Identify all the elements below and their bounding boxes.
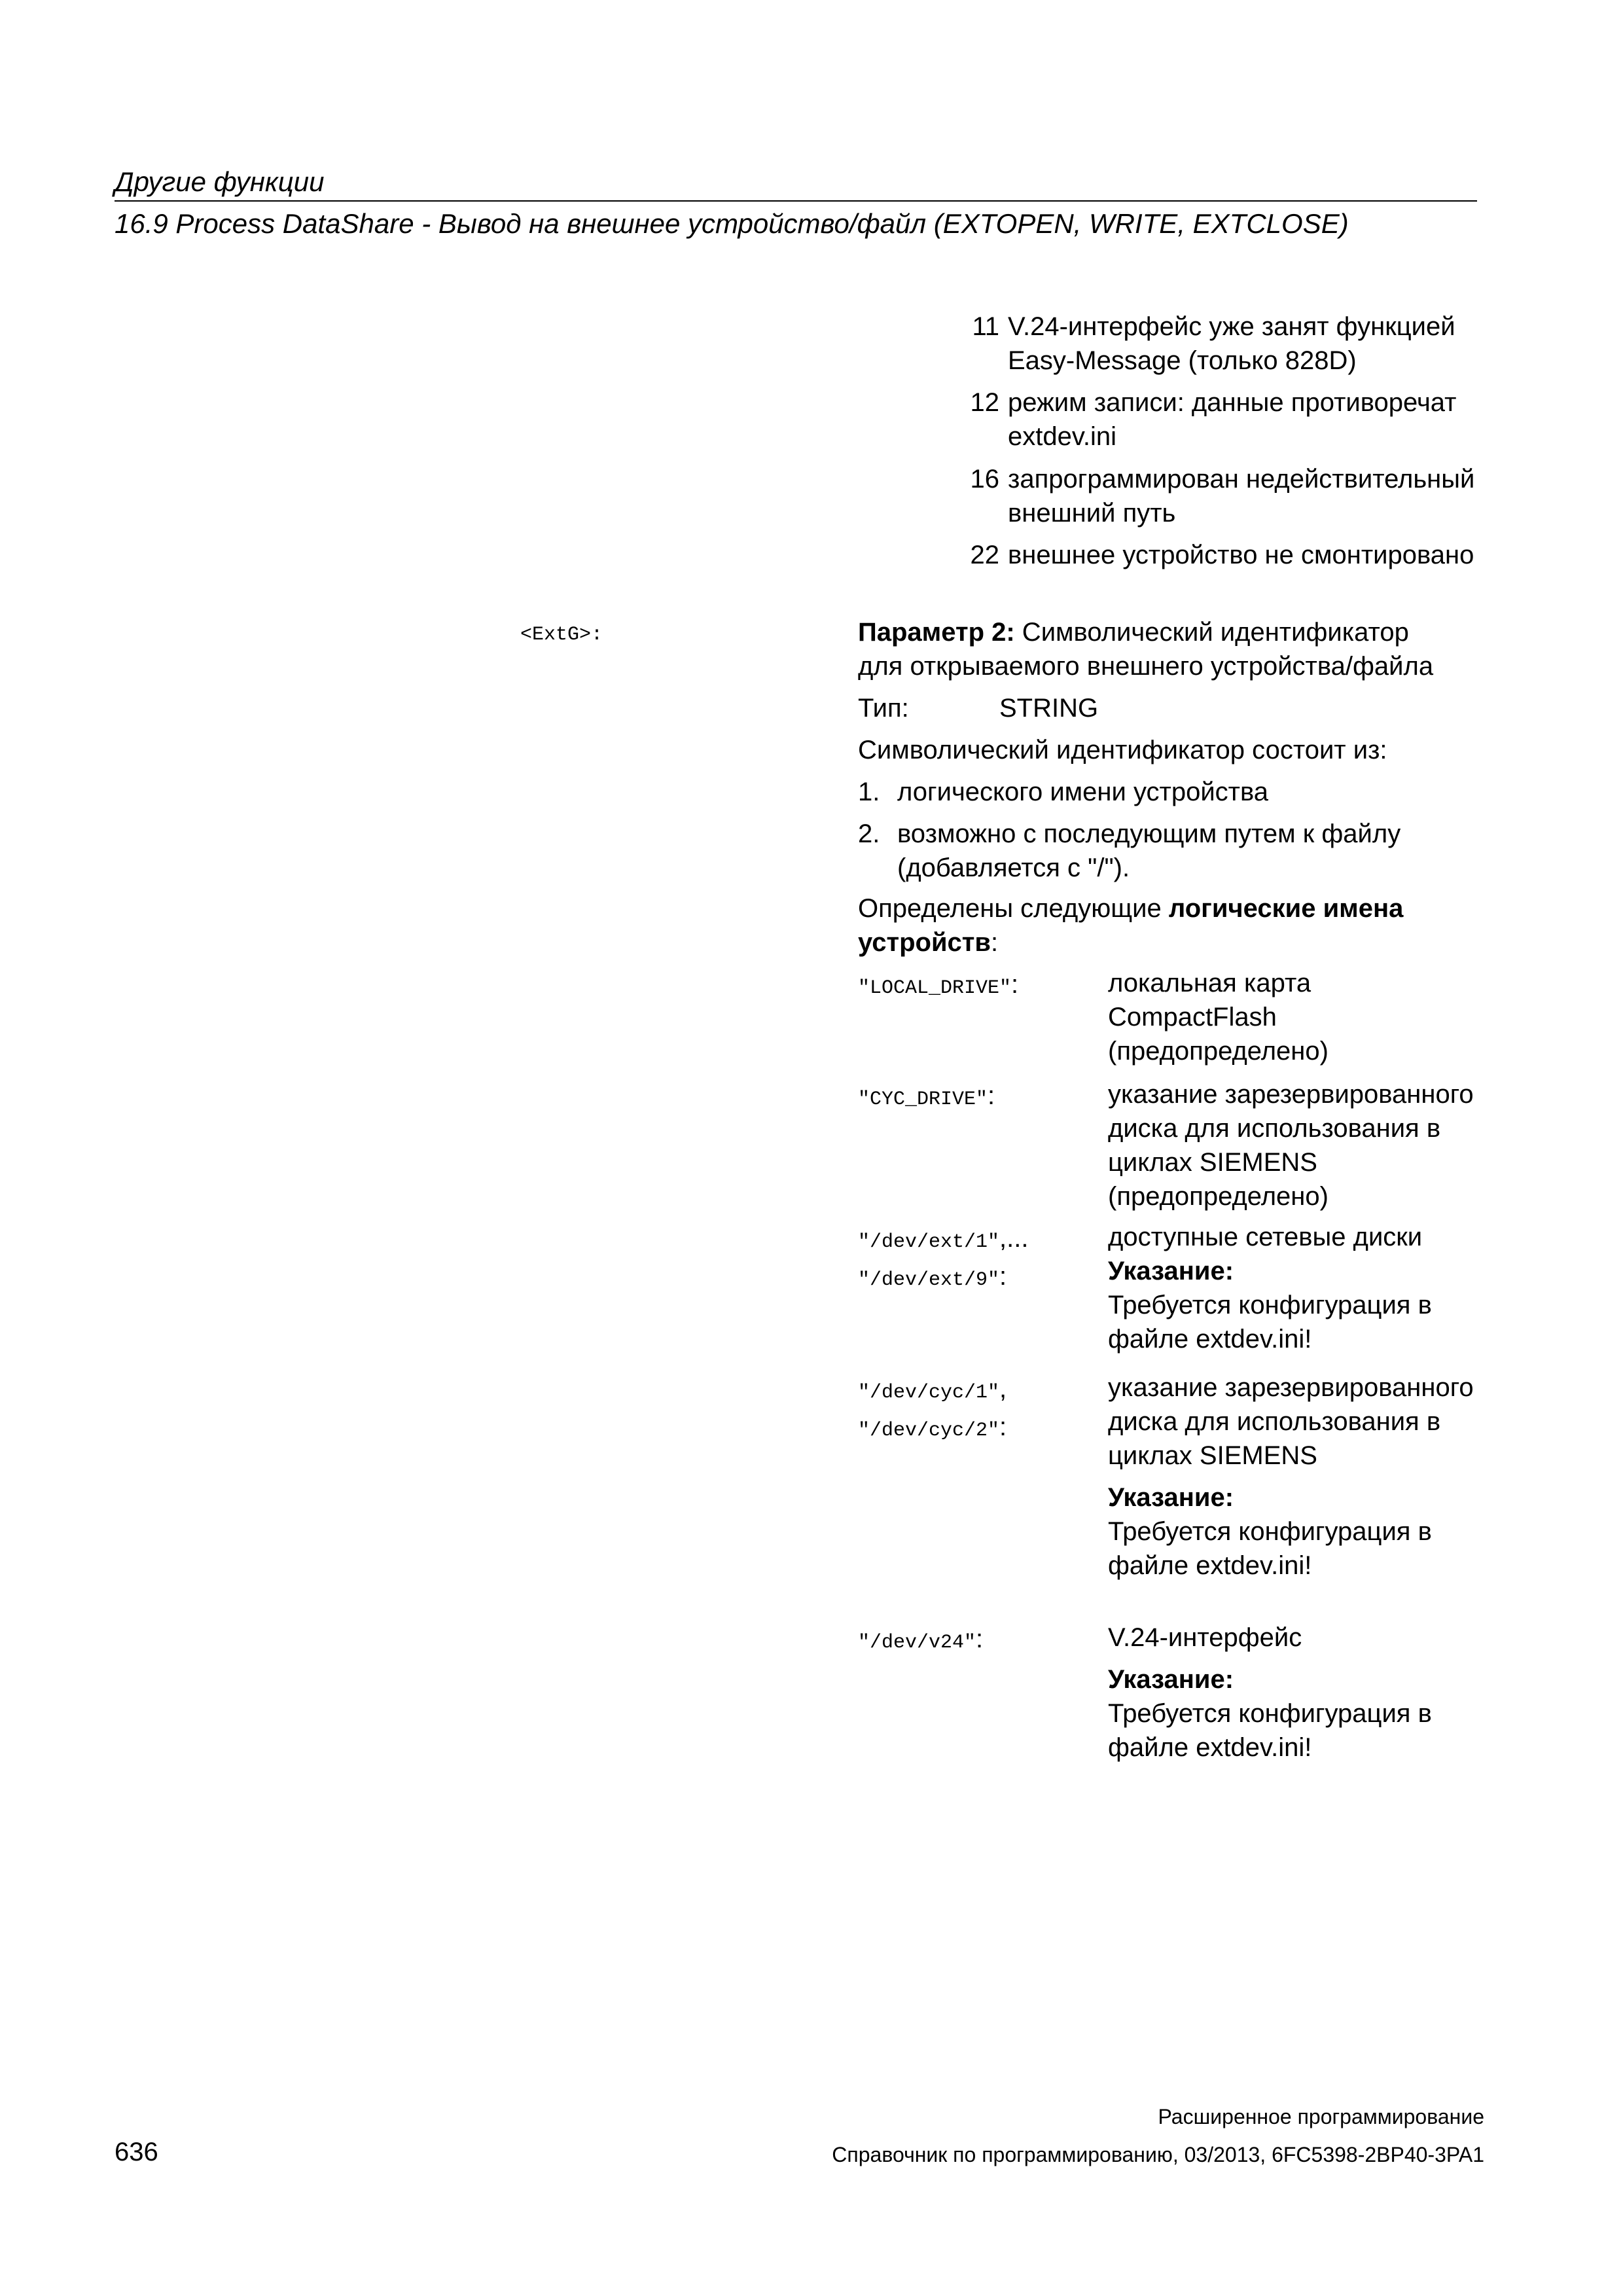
device-description — [1108, 1621, 1474, 1765]
section-title: 16.9 Process DataShare - Вывод на внешнее устройство/файл (EXTOPEN, WRITE, EXTCLOSE) — [115, 208, 1349, 239]
type-label: Тип: — [858, 694, 909, 723]
defined-suffix: : — [990, 928, 999, 957]
error-code-text: внешнее устройство не смонтировано — [1008, 541, 1474, 569]
device-name-sep: ,... — [999, 1224, 1029, 1253]
error-code-text: запрограммирован недействительный внешний путь — [1008, 465, 1475, 528]
device-desc-text: указание зарезервированного диска для использования в циклах SIEMENS — [1108, 1373, 1474, 1470]
footer-title: Расширенное программирование — [1158, 2105, 1484, 2128]
note-text: Требуется конфигурация в файле extdev.ini! — [1108, 1699, 1432, 1762]
device-description — [1108, 1220, 1474, 1356]
footer-reference: Справочник по программированию, 03/2013, 6FC5398-2BP40-3PA1 — [832, 2143, 1484, 2166]
device-name — [858, 967, 1107, 1005]
error-code-text: V.24-интерфейс уже занят функцией Easy-Message (только 828D) — [1008, 312, 1455, 375]
device-name-sep: : — [999, 1262, 1007, 1291]
parameter-name: <ExtG>: — [520, 624, 603, 646]
device-name-sep: , — [999, 1374, 1007, 1403]
device-name-sep: : — [999, 1412, 1007, 1441]
device-name-text: "/dev/cyc/1" — [858, 1382, 1000, 1404]
device-desc-text: доступные сетевые диски — [1108, 1223, 1423, 1251]
defined-bold-1: логические имена — [1168, 894, 1404, 923]
error-code-text: режим записи: данные противоречат extdev.ini — [1008, 388, 1457, 451]
note-label: Указание: — [1108, 1257, 1234, 1285]
note-text: Требуется конфигурация в файле extdev.ini! — [1108, 1291, 1432, 1354]
defined-prefix: Определены следующие — [858, 894, 1169, 923]
device-description: указание зарезервированного диска для использования в циклах SIEMENS (предопределено) — [1108, 1080, 1474, 1211]
list-item-number: 1. — [858, 778, 880, 806]
error-code-number: 16 — [970, 465, 999, 493]
list-item-number: 2. — [858, 819, 880, 848]
device-name-text: "CYC_DRIVE" — [858, 1088, 988, 1111]
device-name — [858, 1372, 1107, 1448]
defined-names-intro — [858, 891, 1499, 960]
list-item-text: возможно с последующим путем к файлу (добавляется с "/"). — [897, 819, 1401, 882]
note-label: Указание: — [1108, 1665, 1234, 1694]
device-name-sep: : — [1011, 970, 1019, 999]
composition-text: Символический идентификатор состоит из: — [858, 736, 1387, 764]
device-name — [858, 1221, 1107, 1297]
parameter-label: Параметр 2: — [858, 618, 1015, 647]
type-value: STRING — [999, 694, 1099, 723]
device-description — [1108, 1371, 1474, 1583]
device-name-text: "/dev/cyc/2" — [858, 1420, 1000, 1442]
note-label: Указание: — [1108, 1483, 1234, 1512]
device-name-text: "/dev/ext/9" — [858, 1269, 1000, 1291]
device-description: локальная карта CompactFlash (предопределено) — [1108, 969, 1329, 1066]
parameter-desc-line2: для открываемого внешнего устройства/файла — [858, 652, 1434, 681]
device-name — [858, 1079, 1107, 1117]
parameter-description — [858, 615, 1499, 683]
header-rule — [115, 200, 1477, 202]
list-item-text: логического имени устройства — [897, 778, 1269, 806]
error-code-number: 22 — [970, 541, 999, 569]
device-name-text: "LOCAL_DRIVE" — [858, 977, 1012, 999]
error-code-number: 12 — [970, 388, 999, 417]
parameter-desc-line1: Символический идентификатор — [1014, 618, 1409, 647]
device-name-text: "/dev/ext/1" — [858, 1231, 1000, 1253]
device-name — [858, 1622, 1107, 1660]
chapter-title: Другие функции — [115, 166, 325, 197]
error-code-number: 11 — [972, 312, 999, 341]
note-text: Требуется конфигурация в файле extdev.ini! — [1108, 1517, 1432, 1580]
defined-bold-2: устройств — [858, 928, 991, 957]
page-number: 636 — [115, 2138, 158, 2166]
device-name-text: "/dev/v24" — [858, 1632, 976, 1654]
device-desc-text: V.24-интерфейс — [1108, 1623, 1302, 1652]
device-name-sep: : — [976, 1624, 984, 1653]
device-name-sep: : — [988, 1081, 995, 1110]
